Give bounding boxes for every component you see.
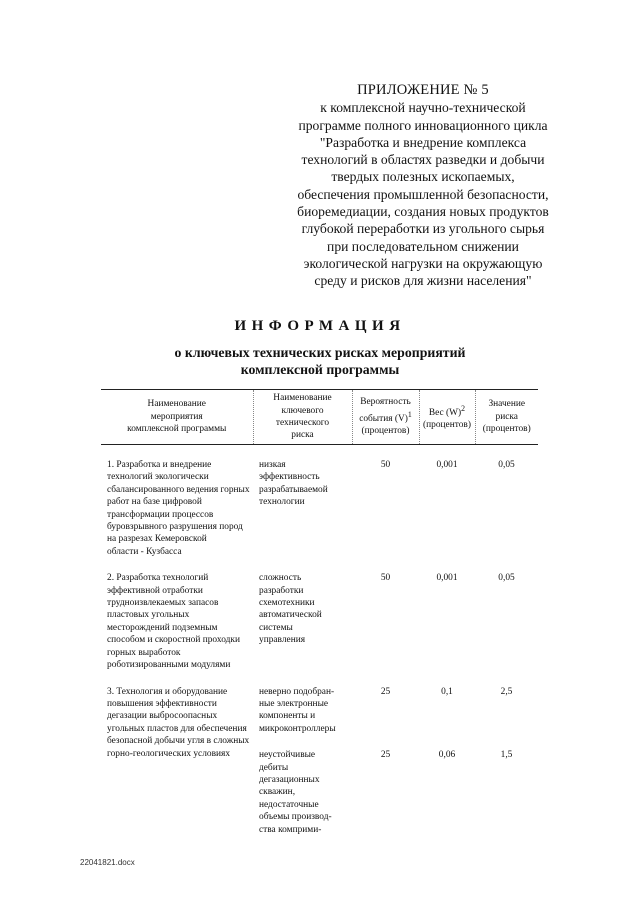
weight-cell: 0,001 [436, 573, 458, 584]
document-subtitle [0, 344, 640, 378]
header-weight: Вес $(W)^2$ (процентов) [419, 390, 475, 445]
header-risk: Наименование ключевого технического риска [253, 390, 352, 445]
risks-table [101, 389, 538, 836]
header-measure: Наименование мероприятия комплексной программы [101, 390, 253, 445]
appendix-line: технологий в областях разведки и добычи [301, 152, 545, 168]
subtitle-line: комплексной программы [240, 362, 400, 377]
risk-value-cell: 2,5 [500, 686, 513, 697]
weight-cell: 0,06 [438, 750, 456, 761]
risk-cell: неверно подобран- ные электронные компоненты и микроконтроллеры [259, 686, 336, 734]
risk-cell: сложность разработки схемотехники автоматической системы управления [259, 573, 322, 646]
measure-cell: 1. Разработка и внедрение технологий экологически сбалансированного ведения горных работ на базе цифровой трансформации процессов буровзрывного разрушения пород на разрезах Кемеровской области - Кузбасса [107, 460, 250, 557]
appendix-line: программе полного инновационного цикла [298, 117, 548, 133]
document-file-id: 22041821.docx [80, 858, 135, 867]
appendix-line: экологической нагрузки на окружающую [303, 255, 543, 271]
appendix-title: ПРИЛОЖЕНИЕ № 5 [357, 82, 489, 98]
subtitle-line: о ключевых технических рисках мероприятий [174, 345, 466, 360]
appendix-line: обеспечения промышленной безопасности, [297, 186, 549, 202]
risk-value-cell: 0,05 [498, 573, 515, 584]
table-row [101, 572, 538, 671]
document-title: ИНФОРМАЦИЯ [234, 318, 406, 334]
measure-cell: 3. Технология и оборудование повышения эффективности дегазации выбросоопасных угольных пластов для обеспечения безопасной добычи угля в сложных горно-геологических условиях [107, 686, 250, 759]
appendix-line: биоремедиации, создания новых продуктов [297, 204, 549, 220]
header-value: Значение риска (процентов) [475, 390, 538, 445]
table-row [101, 686, 538, 736]
appendix-line: твердых полезных ископаемых, [331, 169, 515, 185]
appendix-line: глубокой переработки из угольного сырья [301, 221, 545, 237]
risk-cell: низкая эффективность разрабатываемой технологии [259, 460, 328, 508]
footnote-mark: 2 [461, 403, 466, 413]
table-header-row [101, 390, 538, 445]
risk-value-cell: 1,5 [500, 750, 513, 761]
probability-cell: 50 [380, 460, 391, 470]
weight-cell: 0,1 [441, 686, 453, 697]
appendix-line: "Разработка и внедрение комплекса [319, 134, 527, 150]
footnote-mark: 1 [407, 409, 412, 419]
appendix-block [262, 82, 584, 290]
probability-cell: 50 [380, 573, 391, 584]
appendix-line: при последовательном снижении [327, 238, 519, 254]
weight-cell: 0,001 [436, 460, 458, 470]
appendix-line: среду и рисков для жизни населения" [314, 273, 532, 289]
appendix-line: к комплексной научно-технической [320, 100, 526, 116]
risk-value-cell: 0,05 [498, 460, 515, 470]
probability-cell: 25 [380, 686, 391, 697]
table-row [101, 459, 538, 558]
probability-cell: 25 [380, 750, 391, 761]
risk-cell: неустойчивые дебиты дегазационных скважин, недостаточные объемы производ- ства комприми- [259, 750, 332, 835]
measure-cell: 2. Разработка технологий эффективной отработки трудноизвлекаемых запасов пластовых угольных месторождений подземным способом и скоростной проходки горных выработок роботизированными модулями [107, 573, 240, 671]
header-probability: Вероятность события $(V)^1$ (процентов) [352, 390, 419, 445]
